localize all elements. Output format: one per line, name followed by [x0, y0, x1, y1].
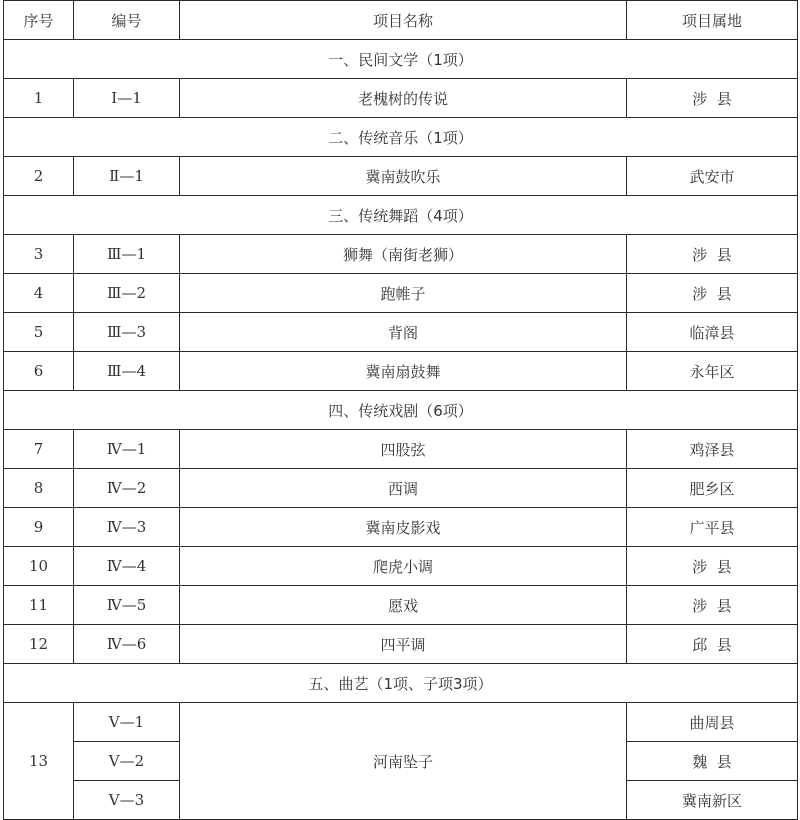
table-row — [4, 235, 798, 274]
cell-seq: 7 — [4, 430, 74, 469]
section-title: 五、曲艺（1项、子项3项） — [4, 664, 798, 703]
header-place: 项目属地 — [627, 1, 798, 40]
cell-seq: 6 — [4, 352, 74, 391]
cell-place: 涉 县 — [627, 235, 798, 274]
section-row — [4, 40, 798, 79]
cell-code: Ⅰ—1 — [74, 79, 180, 118]
cell-place: 涉 县 — [627, 79, 798, 118]
cell-name: 冀南皮影戏 — [180, 508, 627, 547]
section-title: 四、传统戏剧（6项） — [4, 391, 798, 430]
table-row — [4, 625, 798, 664]
cell-name: 狮舞（南街老狮） — [180, 235, 627, 274]
table-row — [4, 508, 798, 547]
cell-seq: 9 — [4, 508, 74, 547]
cell-seq: 1 — [4, 79, 74, 118]
table-row — [4, 274, 798, 313]
section-title: 一、民间文学（1项） — [4, 40, 798, 79]
table-row — [4, 469, 798, 508]
table-row — [4, 157, 798, 196]
cell-code: Ⅴ—2 — [74, 742, 180, 781]
cell-code: Ⅳ—5 — [74, 586, 180, 625]
table-row — [4, 586, 798, 625]
cell-code: Ⅲ—2 — [74, 274, 180, 313]
cell-name: 西调 — [180, 469, 627, 508]
cell-place: 冀南新区 — [627, 781, 798, 820]
cell-seq: 3 — [4, 235, 74, 274]
cell-place: 广平县 — [627, 508, 798, 547]
cell-code: Ⅳ—2 — [74, 469, 180, 508]
header-seq: 序号 — [4, 1, 74, 40]
cell-seq: 13 — [4, 703, 74, 820]
cell-name: 爬虎小调 — [180, 547, 627, 586]
section-row — [4, 391, 798, 430]
cell-code: Ⅳ—6 — [74, 625, 180, 664]
cell-place: 鸡泽县 — [627, 430, 798, 469]
heritage-list-table — [3, 0, 798, 820]
cell-code: Ⅲ—1 — [74, 235, 180, 274]
section-row — [4, 664, 798, 703]
table-row — [4, 313, 798, 352]
cell-code: Ⅴ—1 — [74, 703, 180, 742]
cell-seq: 12 — [4, 625, 74, 664]
cell-place: 临漳县 — [627, 313, 798, 352]
cell-name: 四股弦 — [180, 430, 627, 469]
cell-code: Ⅲ—3 — [74, 313, 180, 352]
section-row — [4, 118, 798, 157]
table-row — [4, 547, 798, 586]
cell-place: 永年区 — [627, 352, 798, 391]
section-title: 三、传统舞蹈（4项） — [4, 196, 798, 235]
cell-code: Ⅳ—4 — [74, 547, 180, 586]
cell-seq: 5 — [4, 313, 74, 352]
table-row — [4, 79, 798, 118]
cell-seq: 4 — [4, 274, 74, 313]
section-title: 二、传统音乐（1项） — [4, 118, 798, 157]
cell-seq: 8 — [4, 469, 74, 508]
cell-code: Ⅳ—1 — [74, 430, 180, 469]
cell-code: Ⅳ—3 — [74, 508, 180, 547]
cell-place: 涉 县 — [627, 586, 798, 625]
cell-place: 涉 县 — [627, 274, 798, 313]
cell-name: 河南坠子 — [180, 703, 627, 820]
section-row — [4, 196, 798, 235]
cell-name: 背阁 — [180, 313, 627, 352]
cell-name: 冀南扇鼓舞 — [180, 352, 627, 391]
cell-seq: 2 — [4, 157, 74, 196]
cell-name: 跑帷子 — [180, 274, 627, 313]
cell-place: 肥乡区 — [627, 469, 798, 508]
header-code: 编号 — [74, 1, 180, 40]
cell-code: Ⅱ—1 — [74, 157, 180, 196]
table-row — [4, 352, 798, 391]
table-row — [4, 703, 798, 742]
cell-place: 魏 县 — [627, 742, 798, 781]
cell-place: 涉 县 — [627, 547, 798, 586]
cell-seq: 11 — [4, 586, 74, 625]
table-header-row — [4, 1, 798, 40]
cell-name: 老槐树的传说 — [180, 79, 627, 118]
header-name: 项目名称 — [180, 1, 627, 40]
cell-code: Ⅴ—3 — [74, 781, 180, 820]
cell-seq: 10 — [4, 547, 74, 586]
table-row — [4, 430, 798, 469]
cell-place: 曲周县 — [627, 703, 798, 742]
cell-place: 武安市 — [627, 157, 798, 196]
cell-code: Ⅲ—4 — [74, 352, 180, 391]
cell-name: 冀南鼓吹乐 — [180, 157, 627, 196]
cell-place: 邱 县 — [627, 625, 798, 664]
cell-name: 愿戏 — [180, 586, 627, 625]
cell-name: 四平调 — [180, 625, 627, 664]
